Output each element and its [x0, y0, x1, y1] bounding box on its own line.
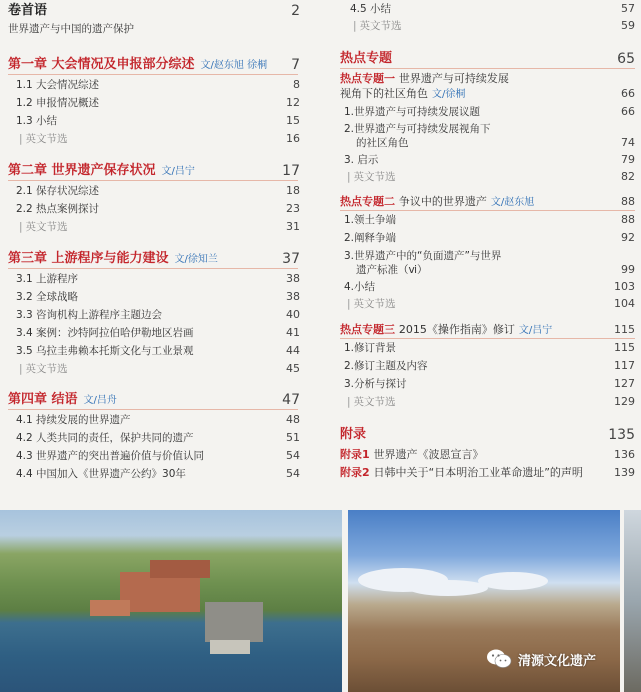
appendix-2-prefix: 附录2: [340, 466, 370, 479]
appendix-title: 附录: [340, 427, 367, 442]
appendix-row[interactable]: [334, 426, 641, 444]
hot-topics-row[interactable]: [334, 50, 641, 68]
toc-item-label-2: 的社区角色: [356, 137, 409, 149]
chapter-3-row[interactable]: [0, 250, 306, 268]
toc-item-cont[interactable]: [334, 261, 641, 279]
toc-item-page: 59: [621, 19, 635, 32]
divider: [8, 74, 298, 75]
toc-item[interactable]: [0, 411, 306, 429]
topic-1-prefix: 热点专题一: [340, 72, 395, 85]
toc-item-page: 127: [614, 377, 635, 390]
toc-item-label: 2.2 热点案例探讨: [16, 203, 100, 215]
divider: [8, 180, 298, 181]
topic-2-author: 文/赵东旭: [490, 197, 535, 208]
toc-item-label: 4.3 世界遗产的突出普遍价值与价值认同: [16, 450, 205, 462]
appendix-item[interactable]: [334, 464, 641, 482]
toc-item-label: 3. 启示: [344, 154, 379, 166]
topic-3-title: 2015《操作指南》修订: [398, 323, 515, 336]
toc-item-label: 3.5 乌拉圭弗赖本托斯文化与工业景观: [16, 345, 194, 357]
toc-item-english[interactable]: | 英文节选 16: [0, 130, 306, 148]
toc-item-page: 8: [293, 78, 300, 91]
topic-3-author: 文/吕宁: [518, 325, 553, 336]
aerial-photo-industrial-landscape: [0, 510, 342, 692]
appendix-1-label: 世界遗产《波恩宣言》: [373, 448, 484, 461]
toc-item-label: 1.世界遗产与可持续发展议题: [344, 106, 481, 118]
toc-item[interactable]: [0, 288, 306, 306]
toc-item[interactable]: [334, 211, 641, 229]
toc-item-label: 3.1 上游程序: [16, 273, 79, 285]
topic-1-page: 66: [621, 87, 635, 100]
hot-topics-page: 65: [617, 51, 635, 67]
toc-item[interactable]: [0, 465, 306, 483]
toc-item[interactable]: [334, 339, 641, 357]
toc-item[interactable]: [0, 447, 306, 465]
toc-item-label: 1.领土争端: [344, 214, 397, 226]
toc-item-page: 115: [614, 341, 635, 354]
toc-item-page: 88: [621, 213, 635, 226]
toc-item-page: 15: [286, 114, 300, 127]
toc-item-label: 英文节选: [25, 221, 68, 233]
hot-topics-title: 热点专题: [340, 51, 393, 66]
toc-item[interactable]: [334, 375, 641, 393]
toc-item-page: 79: [621, 153, 635, 166]
topic-2-row[interactable]: [334, 193, 641, 211]
toc-item[interactable]: [0, 94, 306, 112]
toc-item-label: 3.世界遗产中的“负面遗产”与世界: [344, 250, 502, 262]
toc-item[interactable]: [0, 324, 306, 342]
toc-item-page: 18: [286, 184, 300, 197]
chapter-4-row[interactable]: [0, 391, 306, 409]
toc-item[interactable]: [0, 342, 306, 360]
toc-item-page: 99: [621, 263, 635, 276]
topic-3-page: 115: [614, 323, 635, 336]
toc-item-page: 38: [286, 272, 300, 285]
toc-item[interactable]: [334, 278, 641, 296]
toc-item-page: 41: [286, 326, 300, 339]
toc-item-page: 16: [286, 132, 300, 145]
divider: [8, 409, 298, 410]
preface-title: 卷首语: [8, 3, 48, 18]
toc-item-page: 104: [614, 297, 635, 310]
toc-item-page: 54: [286, 449, 300, 462]
chapter-3-page: 37: [282, 251, 300, 267]
toc-item-cont[interactable]: [334, 134, 641, 152]
chapter-4-author: 文/吕舟: [83, 395, 117, 406]
toc-item-label: 3.分析与探讨: [344, 378, 407, 390]
toc-item-page: 31: [286, 220, 300, 233]
toc-item-page: 54: [286, 467, 300, 480]
toc-item-label: 3.4 案例：沙特阿拉伯哈伊勒地区岩画: [16, 327, 194, 339]
toc-item-page: 12: [286, 96, 300, 109]
topic-3-prefix: 热点专题三: [340, 323, 395, 336]
preface-row[interactable]: [0, 2, 306, 20]
toc-item-page: 48: [286, 413, 300, 426]
chapter-2-title: 第二章 世界遗产保存状况 文/吕宁: [8, 163, 195, 178]
toc-item-english[interactable]: | 英文节选 45: [0, 360, 306, 378]
divider: [340, 68, 635, 69]
toc-item-label: 英文节选: [353, 298, 396, 310]
chapter-2-row[interactable]: [0, 162, 306, 180]
toc-item-english[interactable]: | 英文节选 129: [334, 393, 641, 411]
toc-item[interactable]: [0, 306, 306, 324]
toc-item-page: 40: [286, 308, 300, 321]
toc-item-label: 1.1 大会情况综述: [16, 79, 100, 91]
chapter-3-author: 文/徐知兰: [174, 254, 218, 265]
chapter-1-page: 7: [291, 57, 300, 73]
appendix-1-prefix: 附录1: [340, 448, 370, 461]
toc-item-page: 82: [621, 170, 635, 183]
toc-item-english[interactable]: | 英文节选 59: [334, 17, 641, 35]
toc-item[interactable]: [334, 0, 641, 18]
appendix-1-page: 136: [614, 448, 635, 461]
toc-item-label: 英文节选: [25, 363, 68, 375]
toc-item-page: 23: [286, 202, 300, 215]
chapter-2-author: 文/吕宁: [161, 166, 195, 177]
toc-item-page: 103: [614, 280, 635, 293]
chapter-1-title: 第一章 大会情况及申报部分综述 文/赵东旭 徐桐: [8, 57, 268, 72]
toc-item-label: 4.2 人类共同的责任，保护共同的遗产: [16, 432, 194, 444]
toc-item-page: 129: [614, 395, 635, 408]
toc-item-label: 1.2 申报情况概述: [16, 97, 100, 109]
topic-1-row-2[interactable]: [334, 85, 641, 103]
toc-item[interactable]: [334, 151, 641, 169]
appendix-2-label: 日韩中关于“日本明治工业革命遗址”的声明: [373, 466, 583, 479]
toc-item-label: 英文节选: [359, 20, 402, 32]
toc-item-english[interactable]: | 英文节选 31: [0, 218, 306, 236]
appendix-page: 135: [608, 427, 635, 443]
toc-item[interactable]: [334, 229, 641, 247]
photo-edge: [624, 510, 641, 692]
toc-item-page: 92: [621, 231, 635, 244]
chapter-4-title: 第四章 结语 文/吕舟: [8, 392, 117, 407]
preface-subtitle: 世界遗产与中国的遗产保护: [8, 23, 134, 35]
toc-item-label: 4.5 小结: [350, 3, 392, 15]
toc-item-label: 2.1 保存状况综述: [16, 185, 100, 197]
toc-item-english[interactable]: | 英文节选 82: [334, 168, 641, 186]
chapter-1-row[interactable]: [0, 56, 306, 74]
toc-item-label: 2.阐释争端: [344, 232, 397, 244]
topic-3-row[interactable]: [334, 321, 641, 339]
toc-item-page: 74: [621, 136, 635, 149]
toc-item-page: 66: [621, 105, 635, 118]
toc-item[interactable]: [0, 76, 306, 94]
toc-item-page: 38: [286, 290, 300, 303]
watermark: [486, 646, 596, 672]
preface-page: 2: [291, 3, 300, 19]
topic-2-page: 88: [621, 195, 635, 208]
chapter-3-title: 第三章 上游程序与能力建设 文/徐知兰: [8, 251, 218, 266]
toc-item-label: 4.4 中国加入《世界遗产公约》30年: [16, 468, 186, 480]
toc-item-label: 英文节选: [25, 133, 68, 145]
toc-item-label: 4.小结: [344, 281, 376, 293]
watermark-text: 清源文化遗产: [518, 653, 597, 669]
chapter-4-page: 47: [282, 392, 300, 408]
toc-item-label: 3.2 全球战略: [16, 291, 79, 303]
topic-1-author: 文/徐桐: [432, 89, 466, 100]
topic-2-prefix: 热点专题二: [340, 195, 395, 208]
preface-subtitle-row: [0, 20, 306, 38]
toc-item-page: 51: [286, 431, 300, 444]
toc-item-label-2: 遗产标准（ⅵ）: [356, 264, 428, 276]
toc-item-page: 57: [621, 2, 635, 15]
toc-item-label: 2.修订主题及内容: [344, 360, 428, 372]
chapter-2-page: 17: [282, 163, 300, 179]
toc-item-label: 3.3 咨询机构上游程序主题边会: [16, 309, 163, 321]
appendix-2-page: 139: [614, 466, 635, 479]
toc-item[interactable]: [0, 200, 306, 218]
toc-item[interactable]: [0, 182, 306, 200]
toc-item-label: 1.修订背景: [344, 342, 397, 354]
wechat-icon: [486, 648, 512, 670]
toc-item-page: 44: [286, 344, 300, 357]
topic-2-title: 争议中的世界遗产: [398, 195, 487, 208]
toc-item-page: 117: [614, 359, 635, 372]
toc-item-label: 英文节选: [353, 171, 396, 183]
toc-item[interactable]: [0, 112, 306, 130]
toc-item-label: 2.世界遗产与可持续发展视角下: [344, 123, 491, 135]
topic-1-title: 世界遗产与可持续发展: [398, 72, 509, 85]
appendix-item[interactable]: [334, 446, 641, 464]
topic-1-title-2: 视角下的社区角色: [340, 87, 428, 100]
toc-item-label: 1.3 小结: [16, 115, 58, 127]
toc-item[interactable]: [334, 103, 641, 121]
chapter-1-author: 文/赵东旭 徐桐: [200, 60, 268, 71]
toc-item[interactable]: [0, 270, 306, 288]
toc-item[interactable]: [0, 429, 306, 447]
toc-item-english[interactable]: | 英文节选 104: [334, 295, 641, 313]
toc-item[interactable]: [334, 357, 641, 375]
divider: [8, 268, 298, 269]
toc-item-page: 45: [286, 362, 300, 375]
toc-item-label: 英文节选: [353, 396, 396, 408]
toc-item-label: 4.1 持续发展的世界遗产: [16, 414, 131, 426]
